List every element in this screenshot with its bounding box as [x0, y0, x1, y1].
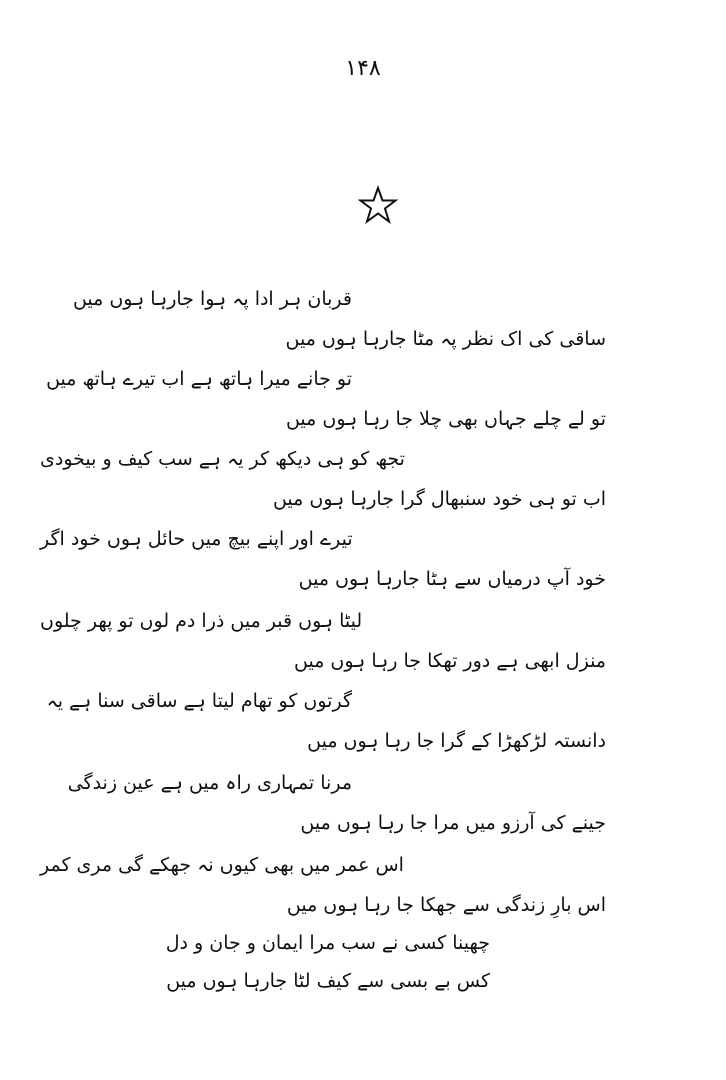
verse-line: اس بارِ زندگی سے جھکا جا رہا ہوں میں — [286, 894, 606, 916]
verse-line: چھینا کسی نے سب مرا ایمان و جان و دل — [165, 932, 490, 954]
verse-line: خود آپ درمیاں سے ہٹا جارہا ہوں میں — [298, 568, 606, 590]
verse-line: قربان ہر ادا پہ ہوا جارہا ہوں میں — [72, 288, 352, 310]
verse-line: مرنا تمہاری راہ میں ہے عین زندگی — [67, 772, 352, 794]
verse-line: تیرے اور اپنے بیچ میں حائل ہوں خود اگر — [40, 528, 353, 550]
verse-line: تو جانے میرا ہاتھ ہے اب تیرے ہاتھ میں — [46, 368, 352, 390]
verse-line: کس بے بسی سے کیف لٹا جارہا ہوں میں — [166, 970, 490, 992]
verse-line: لیٹا ہوں قبر میں ذرا دم لوں تو پھر چلوں — [40, 610, 363, 632]
verse-line: گرتوں کو تھام لیتا ہے ساقی سنا ہے یہ — [46, 690, 352, 712]
verse-line: اس عمر میں بھی کیوں نہ جھکے گی مری کمر — [40, 854, 404, 876]
page-number: ۱۴۸ — [345, 56, 381, 81]
verse-line: ساقی کی اک نظر پہ مٹا جارہا ہوں میں — [285, 328, 606, 350]
verse-line: جینے کی آرزو میں مرا جا رہا ہوں میں — [300, 812, 606, 834]
verse-line: تجھ کو ہی دیکھ کر یہ ہے سب کیف و بیخودی — [40, 448, 405, 470]
verse-line: تو لے چلے جہاں بھی چلا جا رہا ہوں میں — [285, 408, 606, 430]
verse-line: اب تو ہی خود سنبھال گرا جارہا ہوں میں — [272, 488, 606, 510]
verse-line: منزل ابھی ہے دور تھکا جا رہا ہوں میں — [294, 650, 606, 672]
verse-line: دانستہ لڑکھڑا کے گرا جا رہا ہوں میں — [307, 730, 606, 752]
